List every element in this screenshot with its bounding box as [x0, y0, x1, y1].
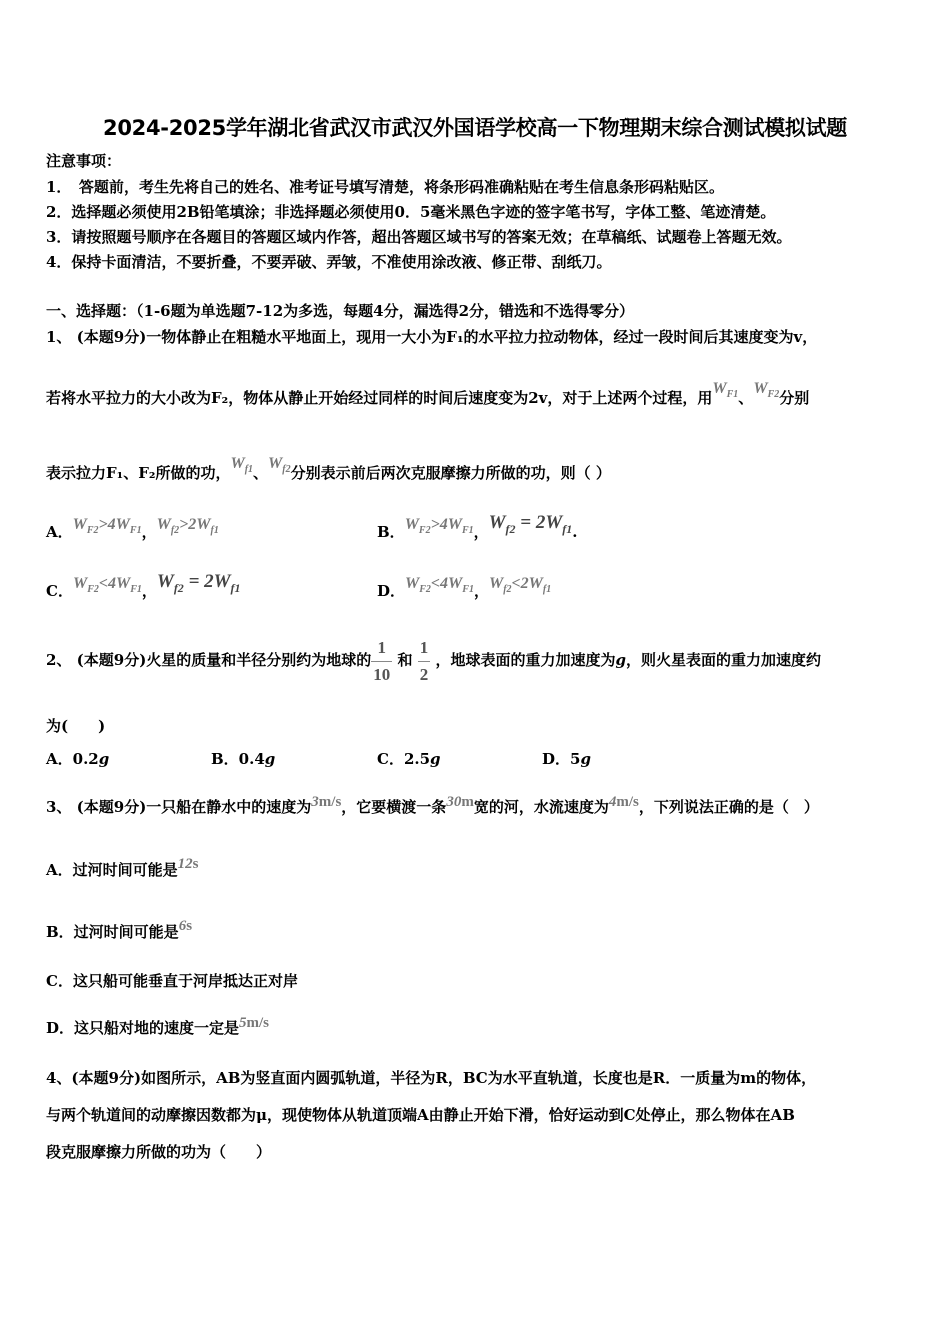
option-d-formula-2: $W_{f2}<2W_{f1}$	[488, 575, 552, 596]
q3-stem: 3、 (本题9分)一只船在静水中的速度为3m/s，它要横渡一条30m宽的河，水流速度为4m/s，下列说法正确的是（ ）	[46, 794, 819, 816]
q1-option-a[interactable]: A．$W_{F2}>4W_{F1}$，$W_{f2}>2W_{f1}$	[46, 516, 219, 541]
notice-item-2: 2．选择题必须使用2B铅笔填涂；非选择题必须使用0．5毫米黑色字迹的签字笔书写，字体工整、笔迹清楚。	[46, 203, 776, 221]
q3-option-b[interactable]: B．过河时间可能是6s	[46, 918, 193, 941]
section-heading: 一、选择题：（1-6题为单选题7-12为多选，每题4分，漏选得2分，错选和不选得零分）	[46, 302, 635, 320]
fraction-one-half: $\frac{1}{2}$	[419, 637, 429, 684]
q2-option-b[interactable]: B．0.4g	[211, 750, 276, 768]
q4-line1: 4、(本题9分)如图所示，AB为竖直面内圆弧轨道，半径为R，BC为水平直轨道，长度也是R．一质量为m的物体，	[46, 1069, 817, 1087]
option-a-formula-2: $W_{f2}>2W_{f1}$	[156, 516, 219, 537]
q1-option-b[interactable]: B．$W_{F2}>4W_{F1}$，$W_{f2} = 2W_{f1}$.	[377, 512, 578, 541]
notice-item-4: 4．保持卡面清洁，不要折叠，不要弄破、弄皱，不准使用涂改液、修正带、刮纸刀。	[46, 253, 612, 271]
q1-line2-text: 若将水平拉力的大小改为F₂，物体从静止开始经过同样的时间后速度变为2v，对于上述两个过程，用	[46, 389, 713, 407]
q2-line2: 为( )	[46, 717, 106, 735]
fraction-one-tenth: $\frac{1}{10}$	[373, 637, 391, 684]
formula-3ms: 3m/s	[311, 794, 342, 810]
formula-w-f2-upper: $W_{F2}$	[753, 380, 780, 401]
q2-option-d[interactable]: D．5g	[542, 750, 591, 768]
q3-option-a[interactable]: A．过河时间可能是12s	[46, 856, 199, 879]
q1-option-d[interactable]: D．$W_{F2}<4W_{F1}$，$W_{f2}<2W_{f1}$	[377, 575, 552, 600]
q3-option-c[interactable]: C．这只船可能垂直于河岸抵达正对岸	[46, 972, 298, 990]
q1-line2-end: 分别	[779, 389, 810, 407]
option-b-formula-2: $W_{f2} = 2W_{f1}$	[488, 512, 573, 536]
option-a-formula-1: $W_{F2}>4W_{F1}$	[72, 516, 142, 537]
notice-item-3: 3．请按照题号顺序在各题目的答题区域内作答，超出答题区域书写的答案无效；在草稿纸、试题卷上答题无效。	[46, 228, 792, 246]
option-d-formula-1: $W_{F2}<4W_{F1}$	[405, 575, 474, 596]
q1-line2	[46, 380, 810, 415]
formula-30m: 30m	[446, 794, 474, 810]
q1-option-c[interactable]: C．$W_{F2}<4W_{F1}$，$W_{f2} = 2W_{f1}$	[46, 571, 241, 600]
q4-line2: 与两个轨道间的动摩擦因数都为μ，现使物体从轨道顶端A由静止开始下滑，恰好运动到C处停止，那么物体在AB	[46, 1106, 795, 1124]
formula-w-f2-lower: $W_{f2}$	[268, 455, 291, 476]
q1-line3	[46, 455, 611, 490]
formula-5ms: 5m/s	[239, 1015, 270, 1031]
q1-line1: 1、 (本题9分)一物体静止在粗糙水平地面上，现用一大小为F₁的水平拉力拉动物体，经过一段时间后其速度变为v，	[46, 328, 818, 346]
formula-12s: 12s	[177, 856, 199, 872]
notice-heading: 注意事项：	[46, 152, 122, 170]
formula-6s: 6s	[178, 918, 193, 934]
option-c-formula-2: $W_{f2} = 2W_{f1}$	[156, 571, 241, 595]
q2-line1: 2、 (本题9分)火星的质量和半径分别约为地球的 $\frac{1}{10}$ 和 $\frac{1}{2}$ ，地球表面的重力加速度为g，则火星表面的重力加速度约	[46, 637, 822, 684]
q2-option-a[interactable]: A．0.2g	[46, 750, 110, 768]
q1-line2-sep: 、	[738, 389, 754, 407]
page-title: 2024-2025学年湖北省武汉市武汉外国语学校高一下物理期末综合测试模拟试题	[103, 116, 847, 140]
option-c-formula-1: $W_{F2}<4W_{F1}$	[72, 575, 142, 596]
q3-option-d[interactable]: D．这只船对地的速度一定是5m/s	[46, 1015, 270, 1037]
formula-w-f1-upper: $W_{F1}$	[712, 380, 739, 401]
q4-line3: 段克服摩擦力所做的功为（ ）	[46, 1143, 272, 1161]
q1-line3-end: 分别表示前后两次克服摩擦力所做的功，则（ ）	[290, 464, 611, 482]
formula-4ms: 4m/s	[608, 794, 639, 810]
q1-line3-text: 表示拉力F₁、F₂所做的功，	[46, 464, 231, 482]
q1-line3-sep: 、	[253, 464, 269, 482]
q2-option-c[interactable]: C．2.5g	[377, 750, 441, 768]
formula-w-f1-lower: $W_{f1}$	[230, 455, 254, 476]
notice-item-1: 1． 答题前，考生先将自己的姓名、准考证号填写清楚，将条形码准确粘贴在考生信息条形码粘贴区。	[46, 178, 724, 196]
option-b-formula-1: $W_{F2}>4W_{F1}$	[404, 516, 474, 537]
